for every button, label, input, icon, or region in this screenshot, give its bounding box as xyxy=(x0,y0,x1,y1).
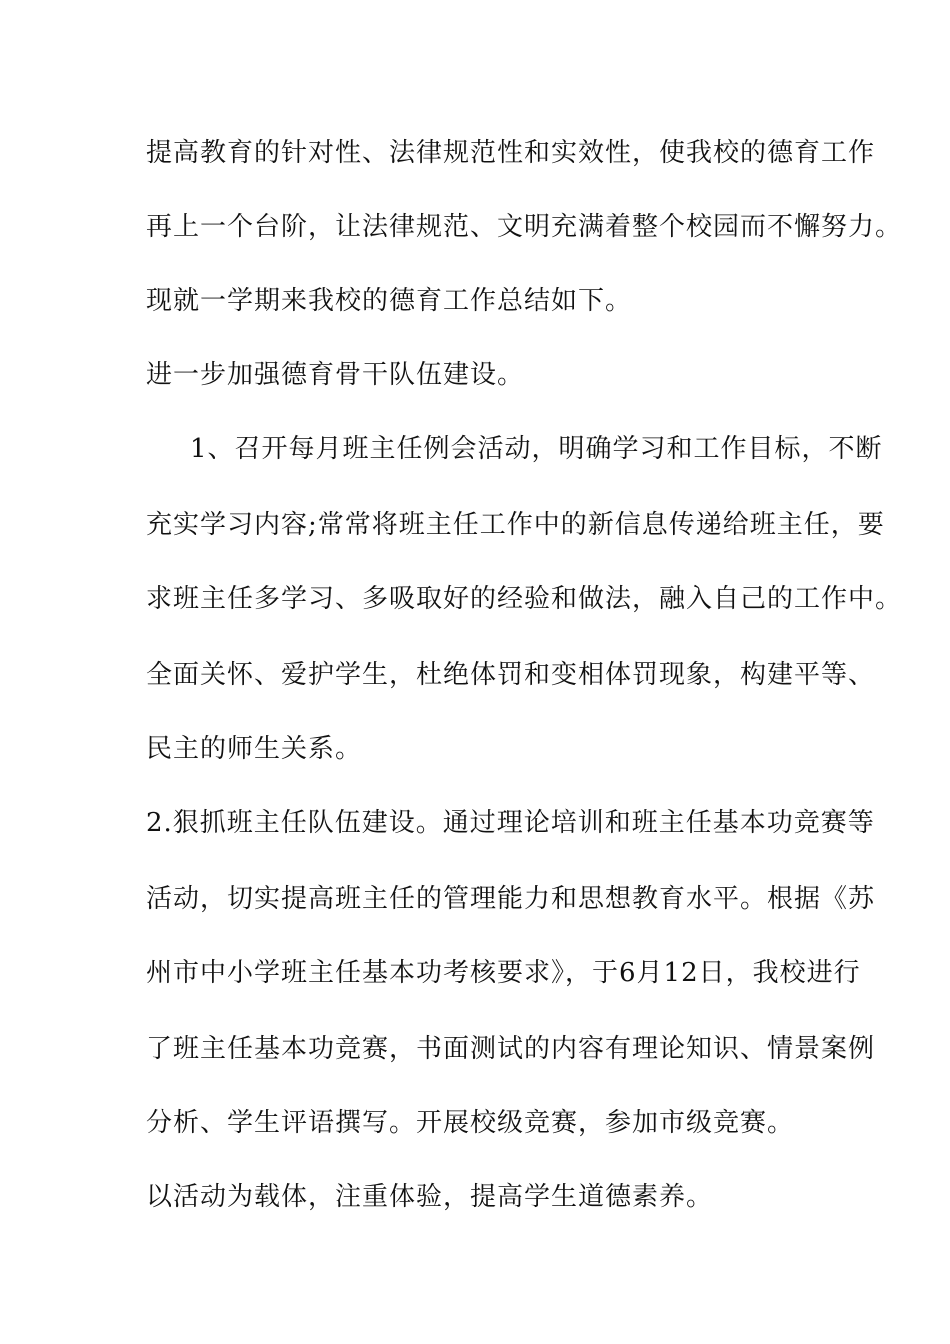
paragraph-line: 州市中小学班主任基本功考核要求》，于6月12日，我校进行 xyxy=(146,958,861,988)
paragraph-line: 民主的师生关系。 xyxy=(146,734,363,764)
paragraph-line: 再上一个台阶，让法律规范、文明充满着整个校园而不懈努力。 xyxy=(146,212,903,242)
paragraph-line: 分析、学生评语撰写。开展校级竞赛，参加市级竞赛。 xyxy=(146,1108,795,1138)
paragraph-line: 2.狠抓班主任队伍建设。通过理论培训和班主任基本功竞赛等 xyxy=(146,808,875,838)
paragraph-line: 提高教育的针对性、法律规范性和实效性，使我校的德育工作 xyxy=(146,138,876,168)
paragraph-line: 充实学习内容;常常将班主任工作中的新信息传递给班主任，要 xyxy=(146,510,885,540)
paragraph-line: 了班主任基本功竞赛，书面测试的内容有理论知识、情景案例 xyxy=(146,1034,876,1064)
section-heading: 进一步加强德育骨干队伍建设。 xyxy=(146,360,525,390)
section-heading: 以活动为载体，注重体验，提高学生道德素养。 xyxy=(146,1182,714,1212)
paragraph-line: 求班主任多学习、多吸取好的经验和做法，融入自己的工作中。 xyxy=(146,584,903,614)
paragraph-line: 全面关怀、爱护学生，杜绝体罚和变相体罚现象，构建平等、 xyxy=(146,660,876,690)
paragraph-line: 活动，切实提高班主任的管理能力和思想教育水平。根据《苏 xyxy=(146,884,876,914)
paragraph-line: 现就一学期来我校的德育工作总结如下。 xyxy=(146,286,633,316)
paragraph-line: 1、召开每月班主任例会活动，明确学习和工作目标，不断 xyxy=(190,434,883,464)
